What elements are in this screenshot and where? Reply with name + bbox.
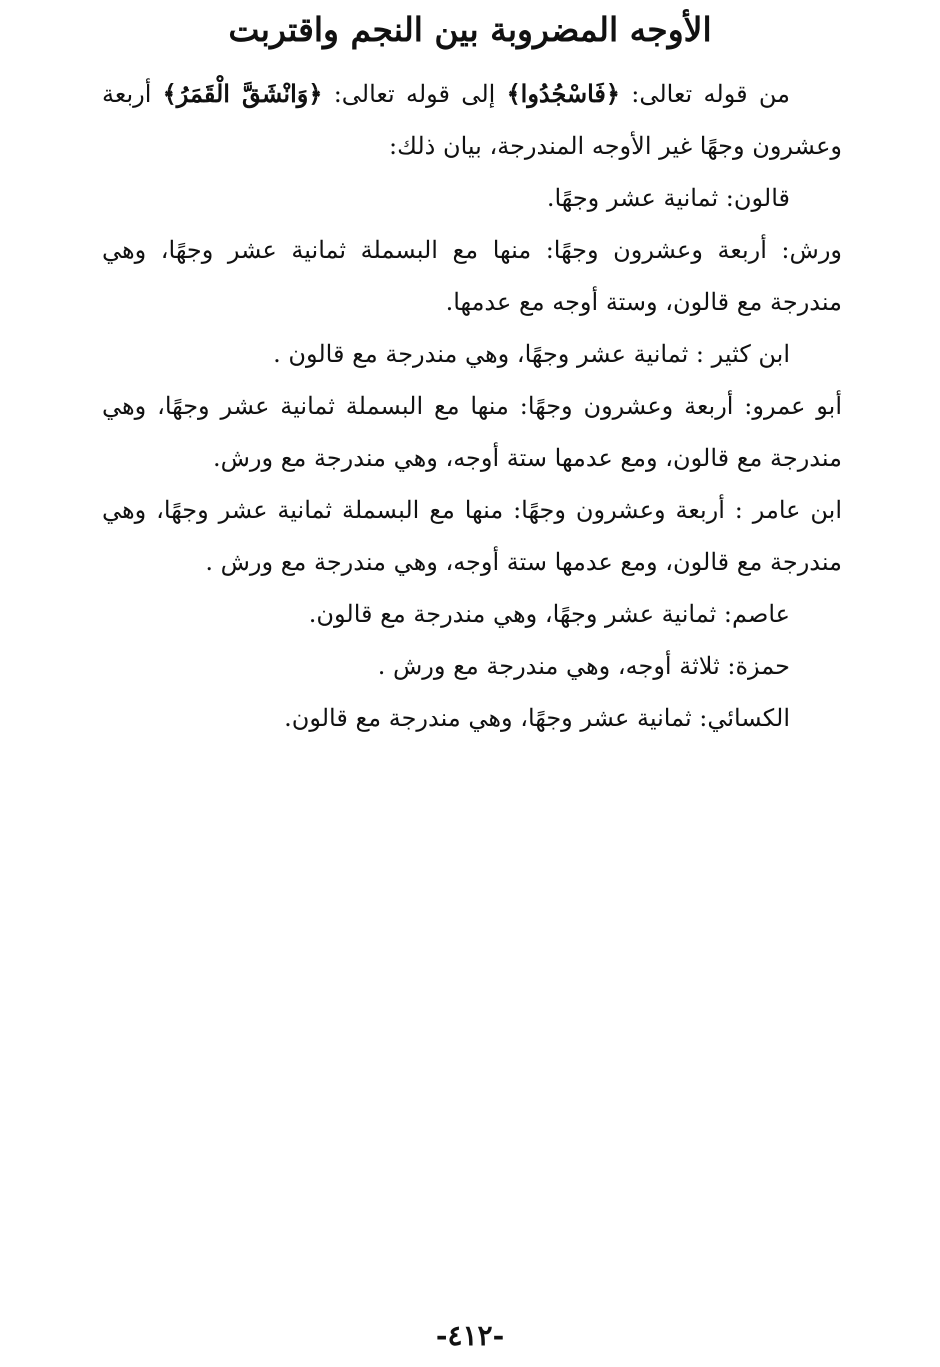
intro-text-before: من قوله تعالى: [619,80,790,108]
entry-asim: عاصم: ثمانية عشر وجهًا، وهي مندرجة مع قالون. [308,600,790,628]
intro-text-after: أربعة وعشرون وجهًا غير الأوجه المندرجة، بيان ذلك: [102,80,842,160]
page-number: -٤١٢- [435,1319,505,1352]
entry-warsh: ورش: أربعة وعشرون وجهًا: منها مع البسملة ثمانية عشر وجهًا، وهي مندرجة مع قالون، وستة أوجه مع عدمها. [102,236,842,316]
entry-ibn-amir: ابن عامر : أربعة وعشرون وجهًا: منها مع البسملة ثمانية عشر وجهًا، وهي مندرجة مع قالون، ومع عدمها ستة أوجه، وهي مندرجة مع ورش . [102,496,842,576]
intro-paragraph [102,68,842,172]
quran-verse-fasjudu: ﴿فَاسْجُدُوا﴾ [506,79,620,108]
entry-abu-amr: أبو عمرو: أربعة وعشرون وجهًا: منها مع البسملة ثمانية عشر وجهًا، وهي مندرجة مع قالون، ومع عدمها ستة أوجه، وهي مندرجة مع ورش. [102,392,843,472]
entry-ibn-kathir: ابن كثير : ثمانية عشر وجهًا، وهي مندرجة مع قالون . [273,340,790,368]
entry-qalun: قالون: ثمانية عشر وجهًا. [546,184,790,212]
body-text [102,68,842,744]
intro-text-middle: إلى قوله تعالى: [322,80,507,108]
entry-kisai: الكسائي: ثمانية عشر وجهًا، وهي مندرجة مع قالون. [284,704,790,732]
entry-hamza: حمزة: ثلاثة أوجه، وهي مندرجة مع ورش . [377,652,790,680]
quran-verse-wanshaqq: ﴿وَانْشَقَّ الْقَمَرُ﴾ [162,79,323,108]
page-title: الأوجه المضروبة بين النجم واقتربت [228,10,712,49]
